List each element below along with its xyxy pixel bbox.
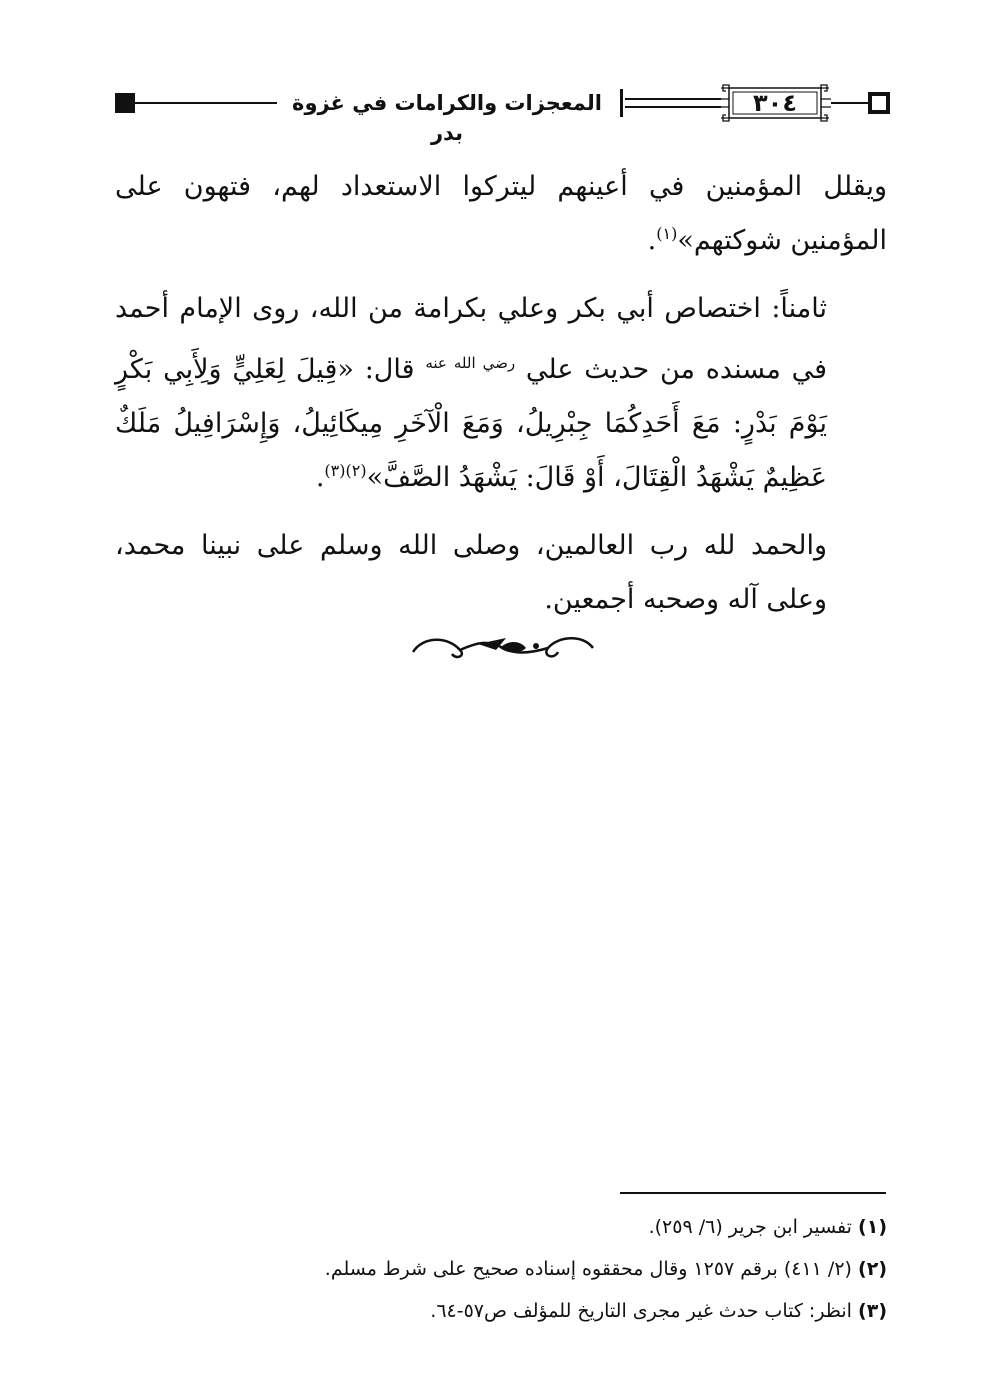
running-header bbox=[115, 84, 890, 145]
paragraph-3: والحمد لله رب العالمين، وصلى الله وسلم على نبينا محمد، وعلى آله وصحبه أجمعين. bbox=[115, 530, 827, 615]
paragraph-1-text: ويقلل المؤمنين في أعينهم ليتركوا الاستعداد لهم، فتهون على المؤمنين شوكتهم» bbox=[115, 171, 887, 256]
footnote-text: (٢/ ٤١١) برقم ١٢٥٧ وقال محققوه إسناده صحيح على شرط مسلم. bbox=[324, 1258, 852, 1280]
footnote-number: (٢) bbox=[858, 1258, 887, 1280]
paragraph-2-text-b: قال: «قِيلَ لِعَلِيٍّ وَلِأَبِي بَكْرٍ يَوْمَ بَدْرٍ: مَعَ أَحَدِكُمَا جِبْرِيلُ، وَمَعَ الْآخَرِ مِيكَائِيلُ، وَإِسْرَافِيلُ مَلَكٌ عَظِيمٌ يَشْهَدُ الْقِتَالَ، أَوْ قَالَ: يَشْهَدُ الصَّفَّ» bbox=[115, 354, 827, 493]
header-rule-mid-upper bbox=[625, 98, 721, 100]
paragraph-2-text-a: ثامناً: اختصاص أبي بكر وعلي بكرامة من الله، روى الإمام أحمد في مسنده من حديث علي bbox=[115, 293, 827, 385]
filled-square-icon bbox=[115, 93, 135, 113]
honorific-mark: رضي الله عنه bbox=[425, 354, 516, 372]
footnotes bbox=[115, 1206, 887, 1332]
header-rule-mid-lower bbox=[625, 106, 721, 108]
footnote-text: انظر: كتاب حدث غير مجرى التاريخ للمؤلف ص٥٧-٦٤. bbox=[430, 1300, 852, 1322]
paragraph-1 bbox=[115, 160, 887, 268]
paragraph-1-period: . bbox=[647, 225, 657, 256]
page-number-frame bbox=[719, 84, 831, 122]
header-title-divider-right bbox=[620, 89, 623, 117]
footnote-number: (١) bbox=[858, 1216, 887, 1238]
paragraph-2 bbox=[115, 282, 887, 505]
main-text bbox=[115, 160, 887, 627]
paragraph-2-period: . bbox=[315, 462, 325, 493]
footnote-3 bbox=[115, 1290, 887, 1332]
footnote-1 bbox=[115, 1206, 887, 1248]
header-rule-right bbox=[831, 102, 871, 104]
chapter-title: المعجزات والكرامات في غزوة بدر bbox=[277, 88, 617, 118]
footnote-separator bbox=[620, 1192, 886, 1194]
outlined-square-icon bbox=[868, 92, 890, 114]
footnote-text: تفسير ابن جرير (٦/ ٢٥٩). bbox=[648, 1216, 852, 1238]
footnote-ref-2-3[interactable]: (٢)(٣) bbox=[324, 461, 367, 480]
footnote-2 bbox=[115, 1248, 887, 1290]
floral-divider-icon bbox=[408, 628, 598, 668]
footnote-ref-1[interactable]: (١) bbox=[656, 224, 678, 243]
footnote-number: (٣) bbox=[858, 1300, 887, 1322]
header-rule-left bbox=[135, 102, 285, 104]
page-number: ٣٠٤ bbox=[753, 89, 797, 117]
